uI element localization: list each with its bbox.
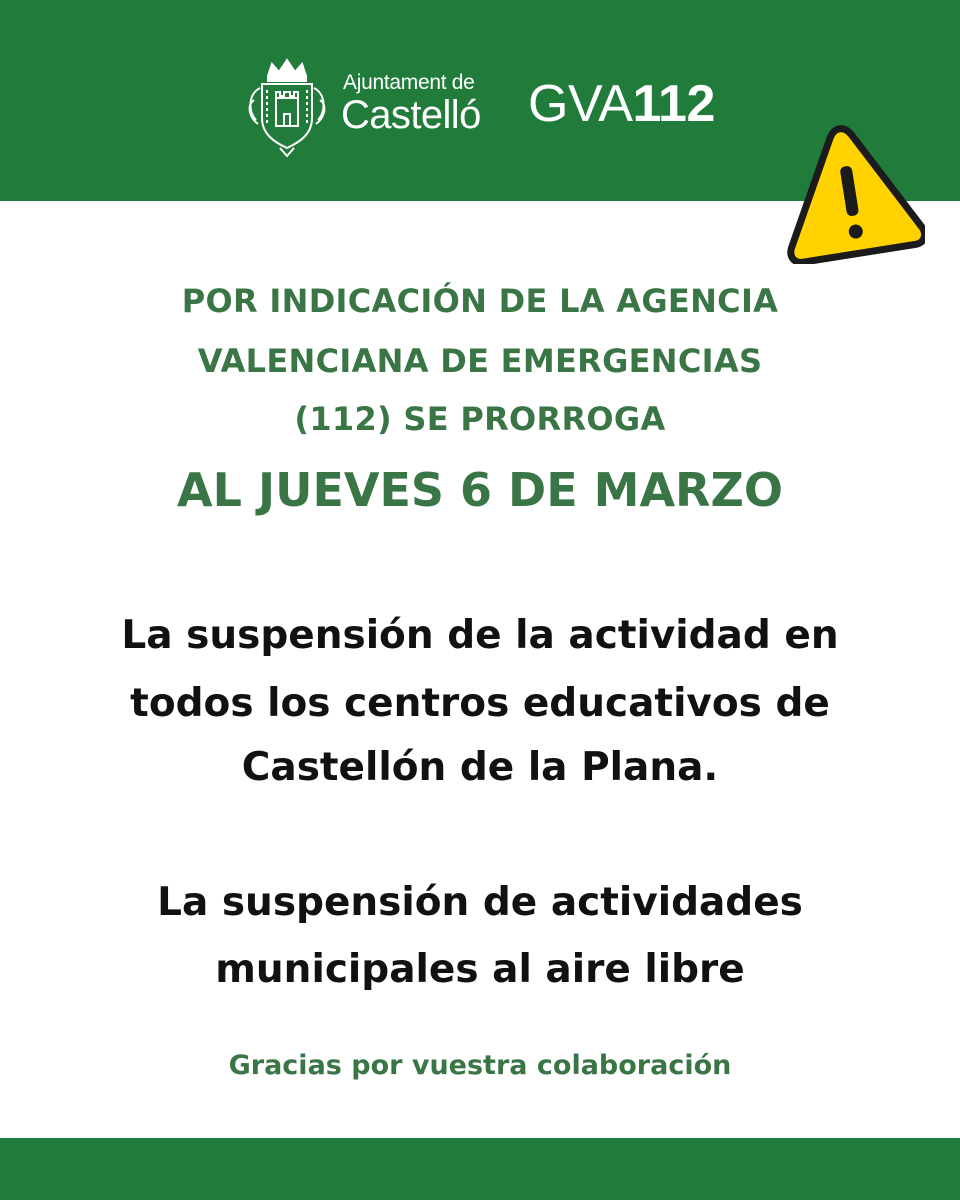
paragraph1-line-1: La suspensión de la actividad en bbox=[121, 613, 839, 658]
paragraph1-line-3: Castellón de la Plana. bbox=[241, 745, 719, 790]
gva-number: 112 bbox=[632, 75, 715, 133]
castello-crest-logo bbox=[246, 54, 328, 158]
thanks-message: Gracias por vuestra colaboración bbox=[228, 1050, 732, 1081]
castello-label: Castelló bbox=[341, 93, 481, 137]
paragraph1-line-2: todos los centros educativos de bbox=[130, 681, 830, 726]
paragraph2-line-2: municipales al aire libre bbox=[215, 947, 745, 992]
intro-line-3: (112) SE PRORROGA bbox=[294, 400, 666, 438]
ajuntament-label: Ajuntament de bbox=[343, 71, 475, 94]
headline-date: AL JUEVES 6 DE MARZO bbox=[177, 463, 783, 517]
intro-line-2: VALENCIANA DE EMERGENCIAS bbox=[197, 342, 763, 380]
warning-triangle-icon bbox=[775, 120, 925, 264]
intro-line-1: POR INDICACIÓN DE LA AGENCIA bbox=[181, 282, 779, 320]
gva-prefix: GVA bbox=[528, 75, 633, 133]
footer-band bbox=[0, 1138, 960, 1200]
gva112-logo bbox=[528, 76, 715, 132]
paragraph2-line-1: La suspensión de actividades bbox=[157, 880, 803, 925]
